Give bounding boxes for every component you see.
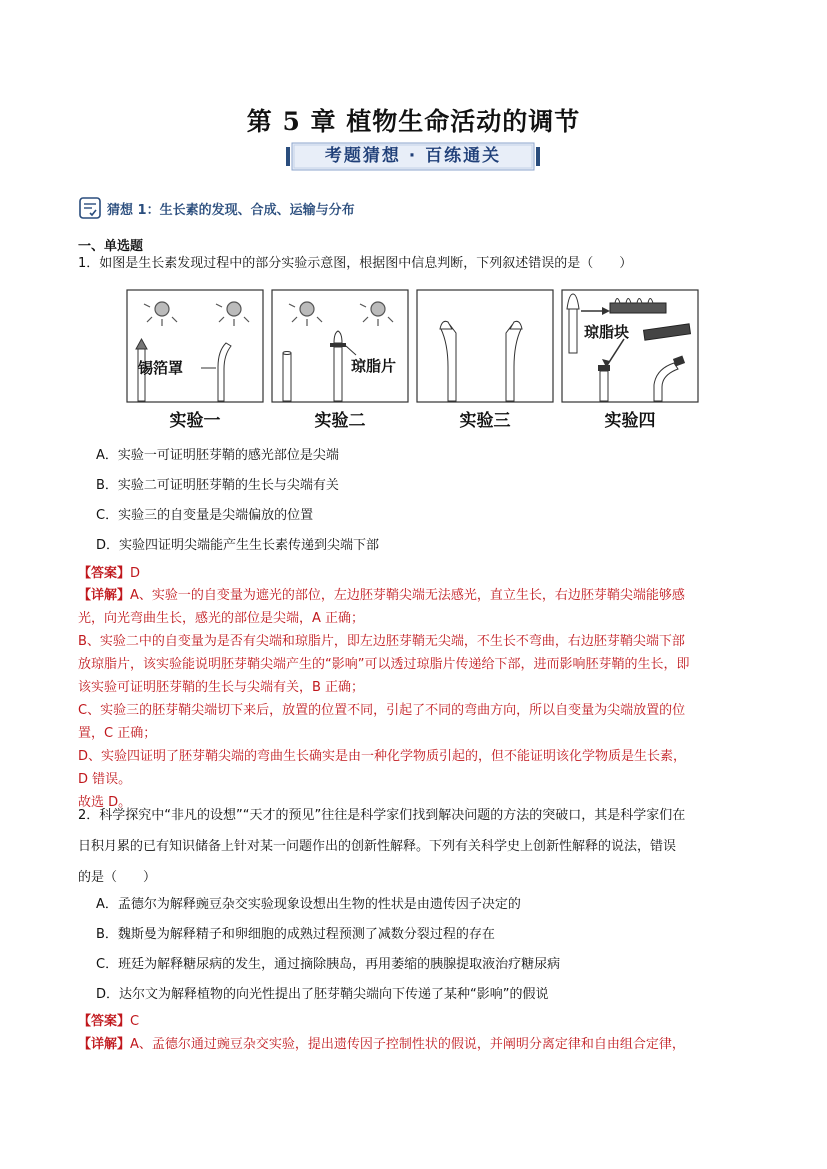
answer-tag: 【答案】 <box>78 1014 131 1029</box>
q1-option-d: D．实验四证明尖端能产生生长素传递到尖端下部 <box>96 538 380 553</box>
detail-line: A、孟德尔通过豌豆杂交实验，提出遗传因子控制性状的假说，并阐明分离定律和自由组合定律， <box>130 1037 685 1052</box>
figure-label-1: 实验一 <box>169 411 221 430</box>
detail-line: 放琼脂片，该实验能说明胚芽鞘尖端产生的“影响”可以透过琼脂片传递给下部，进而影响胚芽鞘的生长，即 <box>78 657 690 672</box>
banner-text: 考题猜想 · 百练通关 <box>324 146 502 166</box>
answer-value: D <box>130 566 141 581</box>
detail-line: 光，向光弯曲生长，感光的部位是尖端，A 正确； <box>78 611 365 626</box>
q2-detail <box>78 1033 750 1056</box>
detail-line: 置，C 正确； <box>78 726 157 741</box>
agar-sheet-label: 琼脂片 <box>351 359 397 375</box>
guess-label: 猜想 1：生长素的发现、合成、运输与分布 <box>107 202 355 218</box>
detail-line: D、实验四证明了胚芽鞘尖端的弯曲生长确实是由一种化学物质引起的，但不能证明该化学物质是生长素， <box>78 749 687 764</box>
agar-block-label: 琼脂块 <box>584 325 630 341</box>
q2-stem-line: 的是（ ） <box>78 870 157 885</box>
q1-answer <box>78 562 750 585</box>
figure-label-4: 实验四 <box>604 411 656 430</box>
q2-option-a: A．孟德尔为解释豌豆杂交实验现象设想出生物的性状是由遗传因子决定的 <box>96 897 521 912</box>
tin-cap-label: 锡箔罩 <box>138 361 184 377</box>
checklist-icon <box>79 197 101 219</box>
q2-answer <box>78 1010 750 1033</box>
section-banner <box>286 141 540 172</box>
coleoptile-decapitated <box>283 353 291 401</box>
question-2-stem <box>78 800 750 893</box>
agar-sheet <box>330 343 346 347</box>
panel-frame-1 <box>127 290 263 402</box>
panel-frame-3 <box>417 290 553 402</box>
answer-tag: 【答案】 <box>78 566 131 581</box>
detail-line: 故选 D。 <box>78 795 132 810</box>
detail-line: D 错误。 <box>78 772 132 787</box>
coleoptile-straight <box>600 371 608 401</box>
q1-option-a: A．实验一可证明胚芽鞘的感光部位是尖端 <box>96 448 339 463</box>
q2-stem-line: 2．科学探究中“非凡的设想”“天才的预见”往往是科学家们找到解决问题的方法的突破口，其是科学家们在 <box>78 808 686 823</box>
q2-option-c: C．班廷为解释糖尿病的发生，通过摘除胰岛，再用萎缩的胰腺提取液治疗糖尿病 <box>96 957 561 972</box>
figure-label-3: 实验三 <box>459 411 511 430</box>
q2-option-d: D．达尔文为解释植物的向光性提出了胚芽鞘尖端向下传递了某种“影响”的假说 <box>96 987 549 1002</box>
q1-detail <box>78 584 750 814</box>
coleoptile-with-agar <box>334 347 342 401</box>
detail-line: 该实验可证明胚芽鞘的生长与尖端有关，B 正确； <box>78 680 365 695</box>
detail-line: A、实验一的自变量为遮光的部位，左边胚芽鞘尖端无法感光，直立生长，右边胚芽鞘尖端能够感 <box>130 588 685 603</box>
q2-stem-line: 日积月累的已有知识储备上针对某一问题作出的创新性解释。下列有关科学史上创新性解释的说法，错误 <box>78 839 677 854</box>
experiment-figure <box>126 289 700 431</box>
detail-tag: 【详解】 <box>78 588 131 603</box>
question-1-stem: 1．如图是生长素发现过程中的部分实验示意图，根据图中信息判断，下列叙述错误的是（ ） <box>78 256 633 271</box>
answer-value: C <box>130 1014 140 1029</box>
q1-option-c: C．实验三的自变量是尖端偏放的位置 <box>96 508 314 523</box>
figure-label-2: 实验二 <box>314 411 366 430</box>
guess-heading <box>79 197 355 219</box>
section-heading: 一、单选题 <box>78 239 144 254</box>
detail-tag: 【详解】 <box>78 1037 131 1052</box>
q2-option-b: B．魏斯曼为解释精子和卵细胞的成熟过程预测了减数分裂过程的存在 <box>96 927 495 942</box>
detail-line: C、实验三的胚芽鞘尖端切下来后，放置的位置不同，引起了不同的弯曲方向，所以自变量为尖端放置的位 <box>78 703 686 718</box>
agar-block-top <box>610 303 666 313</box>
page-title: 第 5 章 植物生命活动的调节 <box>246 107 581 136</box>
detail-line: B、实验二中的自变量为是否有尖端和琼脂片，即左边胚芽鞘无尖端，不生长不弯曲，右边胚芽鞘尖端下部 <box>78 634 685 649</box>
q1-option-b: B．实验二可证明胚芽鞘的生长与尖端有关 <box>96 478 339 493</box>
coleoptile-tip-on-agar <box>569 309 577 353</box>
